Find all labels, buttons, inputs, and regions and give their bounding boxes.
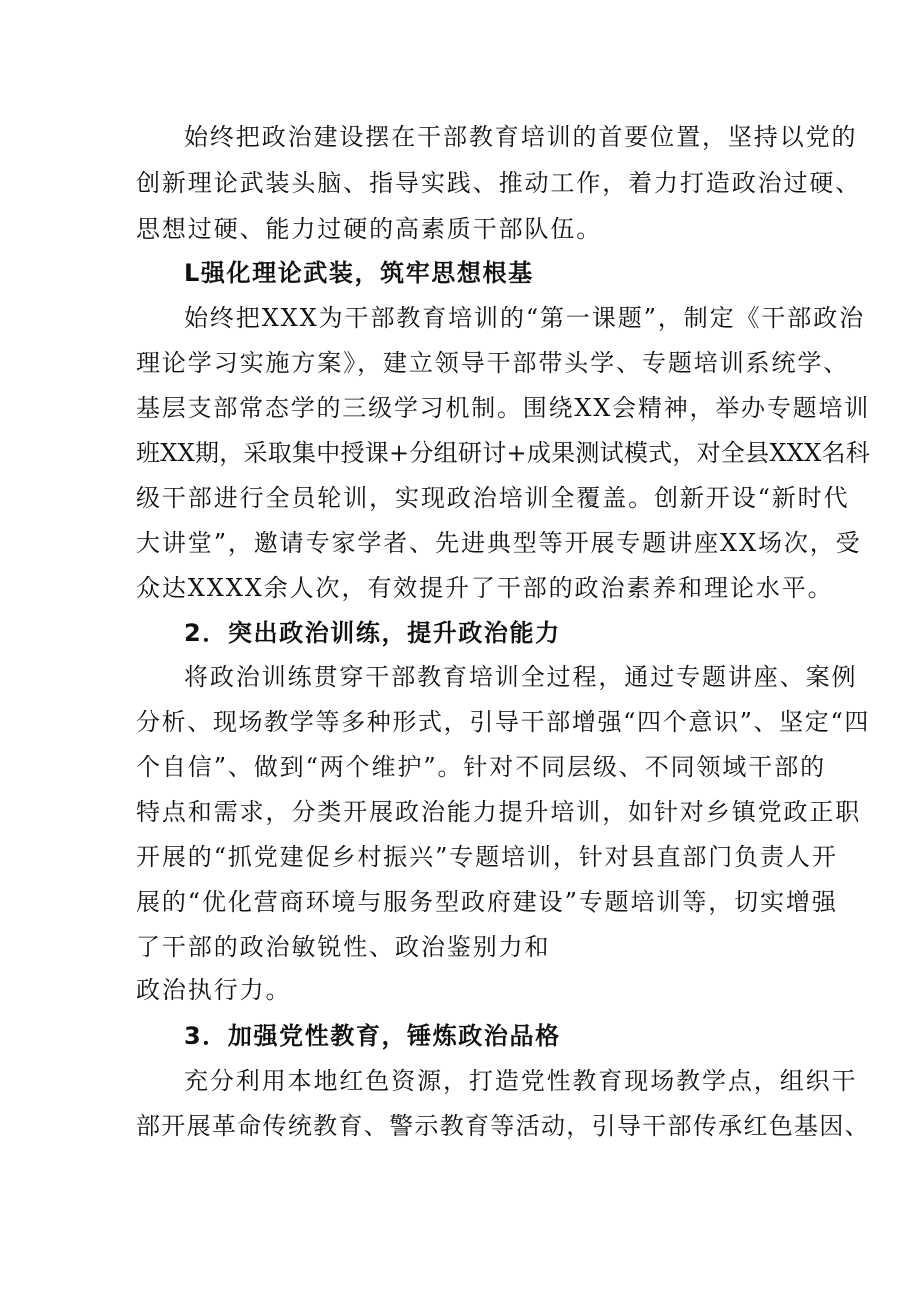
section2-line-4: 特点和需求，分类开展政治能力提升培训，如针对乡镇党政正职 — [136, 798, 862, 826]
section2-line-3: 个自信”、做到“两个维护”。针对不同层级、不同领域干部的 — [136, 753, 827, 781]
section2-line-1: 将政治训练贯穿干部教育培训全过程，通过专题讲座、案例 — [184, 663, 858, 691]
intro-line-3: 思想过硬、能力过硬的高素质干部队伍。 — [136, 215, 603, 243]
section1-line-7: 众达XXXX余人次，有效提升了干部的政治素养和理论水平。 — [136, 574, 834, 602]
section1-line-4: 班XX期，采取集中授课+分组研讨+成果测试模式，对全县XXX名科 — [136, 439, 870, 467]
section3-line-2: 部开展革命传统教育、警示教育等活动，引导干部传承红色基因、 — [136, 1112, 870, 1140]
section2-line-2: 分析、现场教学等多种形式，引导干部增强“四个意识”、坚定“四 — [136, 708, 870, 736]
intro-line-2: 创新理论武装头脑、指导实践、推动工作，着力打造政治过硬、 — [136, 169, 862, 197]
section2-line-5: 开展的“抓党建促乡村振兴”专题培训，针对县直部门负责人开 — [136, 843, 838, 871]
section1-line-1: 始终把XXX为干部教育培训的“第一课题”，制定《干部政治 — [184, 304, 865, 332]
section3-line-1: 充分利用本地红色资源，打造党性教育现场教学点，组织干 — [184, 1067, 858, 1095]
section3-heading: 3．加强党性教育，锤炼政治品格 — [184, 1022, 561, 1050]
section1-line-5: 级干部进行全员轮训，实现政治培训全覆盖。创新开设“新时代 — [136, 484, 850, 512]
section1-line-3: 基层支部常态学的三级学习机制。围绕XX会精神，举办专题培训 — [136, 394, 870, 422]
section2-line-7: 了干部的政治敏锐性、政治鉴别力和 — [136, 933, 551, 961]
section1-line-6: 大讲堂”，邀请专家学者、先进典型等开展专题讲座XX场次，受 — [136, 529, 862, 557]
section2-line-8: 政治执行力。 — [136, 976, 292, 1004]
section1-heading: L强化理论武装，筑牢思想根基 — [184, 259, 534, 287]
section1-line-2: 理论学习实施方案》，建立领导干部带头学、专题培训系统学、 — [136, 349, 850, 377]
intro-line-1: 始终把政治建设摆在干部教育培训的首要位置，坚持以党的 — [184, 123, 858, 151]
section2-heading: 2．突出政治训练，提升政治能力 — [184, 619, 561, 647]
section2-line-6: 展的“优化营商环境与服务型政府建设”专题培训等，切实增强 — [136, 888, 838, 916]
